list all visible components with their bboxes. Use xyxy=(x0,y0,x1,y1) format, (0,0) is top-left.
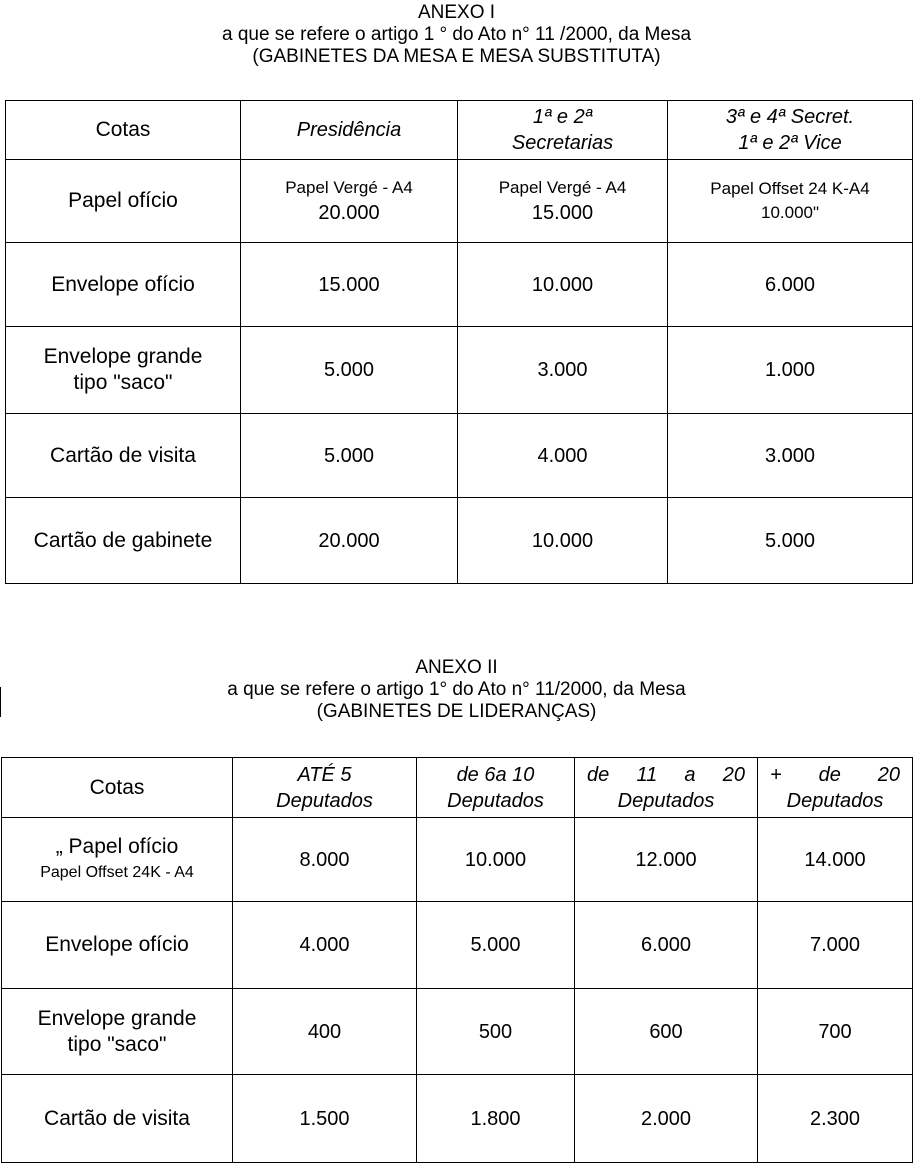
cell-line: Papel Vergé - A4 xyxy=(498,178,627,197)
header-11-a-20 xyxy=(575,758,758,818)
header-cotas: Cotas xyxy=(2,758,233,818)
row-label: Papel ofício xyxy=(6,160,241,243)
table-cell: 6.000 xyxy=(575,902,758,989)
table-row xyxy=(6,160,913,243)
table-cell: 1.000 xyxy=(668,327,913,414)
anexo2-table xyxy=(1,757,913,1163)
cell-line: 15.000 xyxy=(531,202,594,224)
header-word: a xyxy=(684,763,696,786)
header-word: 20 xyxy=(877,763,900,786)
row-label: Cartão de visita xyxy=(2,1075,233,1163)
table-cell: 7.000 xyxy=(758,902,913,989)
table-cell: 10.000 xyxy=(458,498,668,584)
header-line: de 6a 10 xyxy=(456,763,535,786)
header-secret-vice-line2: 1ª e 2ª Vice xyxy=(738,132,842,154)
header-word: 11 xyxy=(636,763,658,786)
table-cell: 2.000 xyxy=(575,1075,758,1163)
anexo2-scope: (GABINETES DE LIDERANÇAS) xyxy=(316,701,597,722)
cell-line: Papel Offset 24 K-A4 xyxy=(710,179,870,198)
header-line: Deputados xyxy=(617,789,715,812)
header-ate-5 xyxy=(233,758,417,818)
cell-line: 20.000 xyxy=(318,202,380,224)
table-row xyxy=(6,243,913,327)
row-label-line1: Envelope grande xyxy=(37,1006,197,1030)
anexo1-title: ANEXO I xyxy=(417,2,496,23)
table-cell xyxy=(241,160,458,243)
header-word: de xyxy=(818,763,841,786)
row-label xyxy=(6,327,241,414)
table-cell: 10.000 xyxy=(417,818,575,902)
header-word: 20 xyxy=(722,763,745,786)
table-cell: 6.000 xyxy=(668,243,913,327)
table-cell: 8.000 xyxy=(233,818,417,902)
header-line xyxy=(758,762,912,788)
table-header-row xyxy=(2,758,913,818)
row-label: Cartão de gabinete xyxy=(6,498,241,584)
header-mais-de-20 xyxy=(758,758,913,818)
anexo2-subtitle: a que se refere o artigo 1° do Ato n° 11/2000, da Mesa xyxy=(227,679,686,700)
header-secret-vice xyxy=(668,101,913,160)
anexo1-table xyxy=(5,100,913,584)
cell-line: Papel Vergé - A4 xyxy=(285,178,413,197)
table-cell: 12.000 xyxy=(575,818,758,902)
anexo2-title: ANEXO II xyxy=(415,657,498,678)
row-label-line2: tipo "saco" xyxy=(67,1032,167,1056)
row-label-line1: Envelope grande xyxy=(43,345,203,368)
table-cell: 5.000 xyxy=(241,327,458,414)
table-cell: 1.500 xyxy=(233,1075,417,1163)
header-secretarias xyxy=(458,101,668,160)
table-row xyxy=(6,327,913,414)
page-edge-line xyxy=(0,687,1,717)
table-cell: 400 xyxy=(233,989,417,1075)
anexo1-heading xyxy=(0,2,913,68)
table-header-row xyxy=(6,101,913,160)
table-cell: 5.000 xyxy=(417,902,575,989)
table-cell: 4.000 xyxy=(233,902,417,989)
table-cell: 1.800 xyxy=(417,1075,575,1163)
table-cell: 700 xyxy=(758,989,913,1075)
table-cell: 15.000 xyxy=(241,243,458,327)
table-cell xyxy=(668,160,913,243)
row-label-line2: tipo "saco" xyxy=(73,371,173,394)
table-cell: 5.000 xyxy=(241,414,458,498)
row-label-line2: Papel Offset 24K - A4 xyxy=(40,863,194,881)
header-6-a-10 xyxy=(417,758,575,818)
row-label: Envelope ofício xyxy=(6,243,241,327)
cell-line: 10.000" xyxy=(760,203,820,222)
table-cell: 3.000 xyxy=(458,327,668,414)
header-presidencia: Presidência xyxy=(241,101,458,160)
table-row xyxy=(6,498,913,584)
table-cell: 5.000 xyxy=(668,498,913,584)
table-cell: 2.300 xyxy=(758,1075,913,1163)
row-label: Envelope ofício xyxy=(2,902,233,989)
anexo1-subtitle: a que se refere o artigo 1 ° do Ato n° 11 /2000, da Mesa xyxy=(221,24,692,45)
table-cell: 3.000 xyxy=(668,414,913,498)
row-label xyxy=(2,818,233,902)
table-cell: 14.000 xyxy=(758,818,913,902)
header-line xyxy=(575,762,757,788)
table-row xyxy=(6,414,913,498)
header-line: Deputados xyxy=(447,789,544,812)
row-label: Cartão de visita xyxy=(6,414,241,498)
table-cell: 4.000 xyxy=(458,414,668,498)
header-line: ATÉ 5 xyxy=(297,763,352,786)
anexo2-heading xyxy=(0,657,913,723)
table-cell: 10.000 xyxy=(458,243,668,327)
table-cell: 500 xyxy=(417,989,575,1075)
anexo1-scope: (GABINETES DA MESA E MESA SUBSTITUTA) xyxy=(252,46,661,67)
header-word: de xyxy=(587,763,610,786)
header-secret-vice-line1: 3ª e 4ª Secret. xyxy=(725,106,855,128)
row-label xyxy=(2,989,233,1075)
table-row xyxy=(2,989,913,1075)
header-secretarias-line1: 1ª e 2ª xyxy=(532,106,593,128)
header-cotas: Cotas xyxy=(6,101,241,160)
header-line: Deputados xyxy=(786,789,884,812)
row-label-line1: „ Papel ofício xyxy=(55,834,179,858)
table-cell xyxy=(458,160,668,243)
table-row xyxy=(2,1075,913,1163)
header-line: Deputados xyxy=(276,789,373,812)
header-word: + xyxy=(770,763,782,786)
table-row xyxy=(2,818,913,902)
header-secretarias-line2: Secretarias xyxy=(511,132,614,154)
table-cell: 600 xyxy=(575,989,758,1075)
table-row xyxy=(2,902,913,989)
table-cell: 20.000 xyxy=(241,498,458,584)
